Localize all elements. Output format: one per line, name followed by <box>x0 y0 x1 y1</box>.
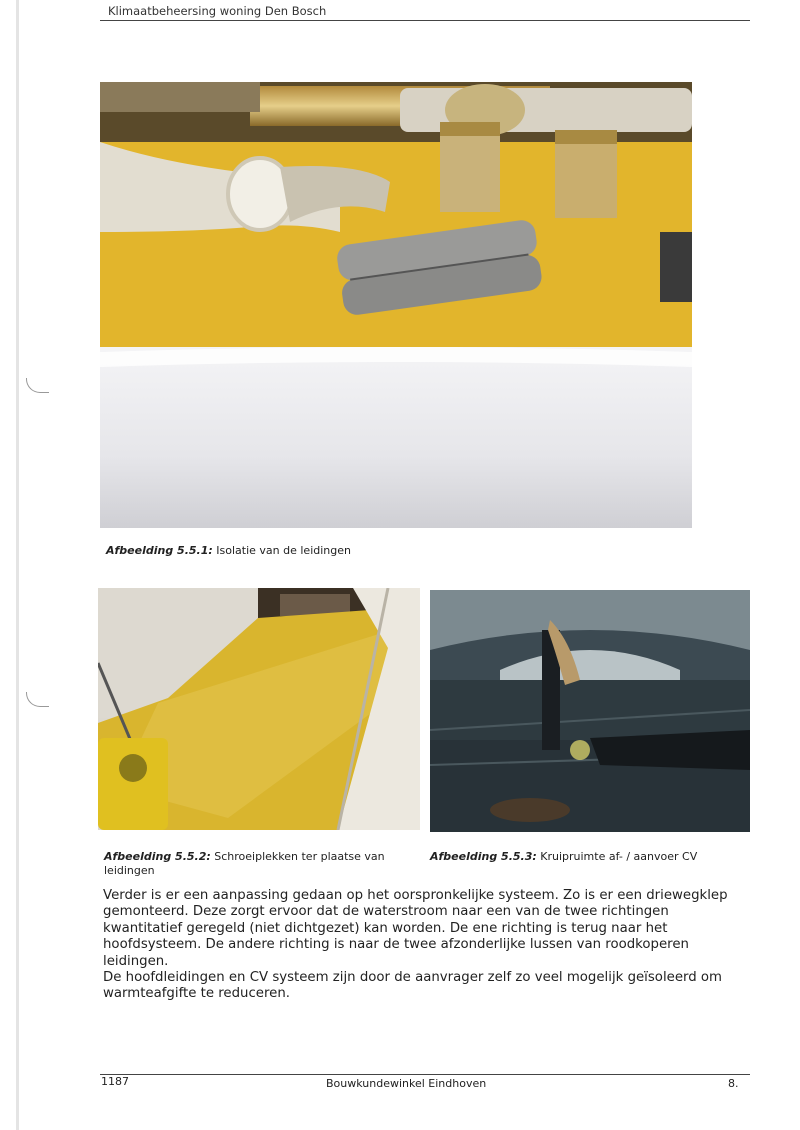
figure-label: Afbeelding 5.5.1: <box>106 544 213 557</box>
figure-label: Afbeelding 5.5.2: <box>104 850 211 863</box>
photo-pipe-insulation-drawing <box>100 82 692 528</box>
photo-crawl-space-drawing <box>430 590 750 832</box>
photo-pipe-insulation <box>100 82 692 528</box>
page-number: 8. <box>728 1077 739 1090</box>
footer-company: Bouwkundewinkel Eindhoven <box>326 1077 487 1090</box>
figure-label: Afbeelding 5.5.3: <box>430 850 537 863</box>
body-text <box>103 888 743 1003</box>
photo-scorch-marks-drawing <box>98 588 420 830</box>
header-title: Klimaatbeheersing woning Den Bosch <box>108 4 327 18</box>
header-rule <box>100 20 750 21</box>
body-paragraph: Verder is er een aanpassing gedaan op het oorspronkelijke systeem. Zo is er een driewegklep gemonteerd. Deze zorgt ervoor dat de waterstroom naar een van de twee richtingen kwantitatief geregeld (niet dichtgezet) kan worden. De ene richting is terug naar het hoofdsysteem. De andere richting is naar de twee afzonderlijke lussen van roodkoperen leidingen. <box>103 888 728 969</box>
footer-rule <box>100 1074 750 1075</box>
figure-text: Kruipruimte af- / aanvoer CV <box>540 850 698 863</box>
figure-text: Schroeiplekken ter plaatse van leidingen <box>104 850 385 877</box>
body-paragraph: De hoofdleidingen en CV systeem zijn door de aanvrager zelf zo veel mogelijk geïsoleerd om warmteafgifte te reduceren. <box>103 970 722 1002</box>
footer-number: 1187 <box>101 1075 129 1088</box>
figure-caption-2 <box>104 850 414 878</box>
punch-hole-mark <box>26 378 49 393</box>
figure-caption-1 <box>106 544 351 558</box>
photo-crawl-space <box>430 590 750 832</box>
punch-hole-mark <box>26 692 49 707</box>
figure-caption-3 <box>430 850 697 864</box>
figure-text: Isolatie van de leidingen <box>216 544 351 557</box>
page-margin-line <box>16 0 19 1130</box>
photo-scorch-marks <box>98 588 420 830</box>
